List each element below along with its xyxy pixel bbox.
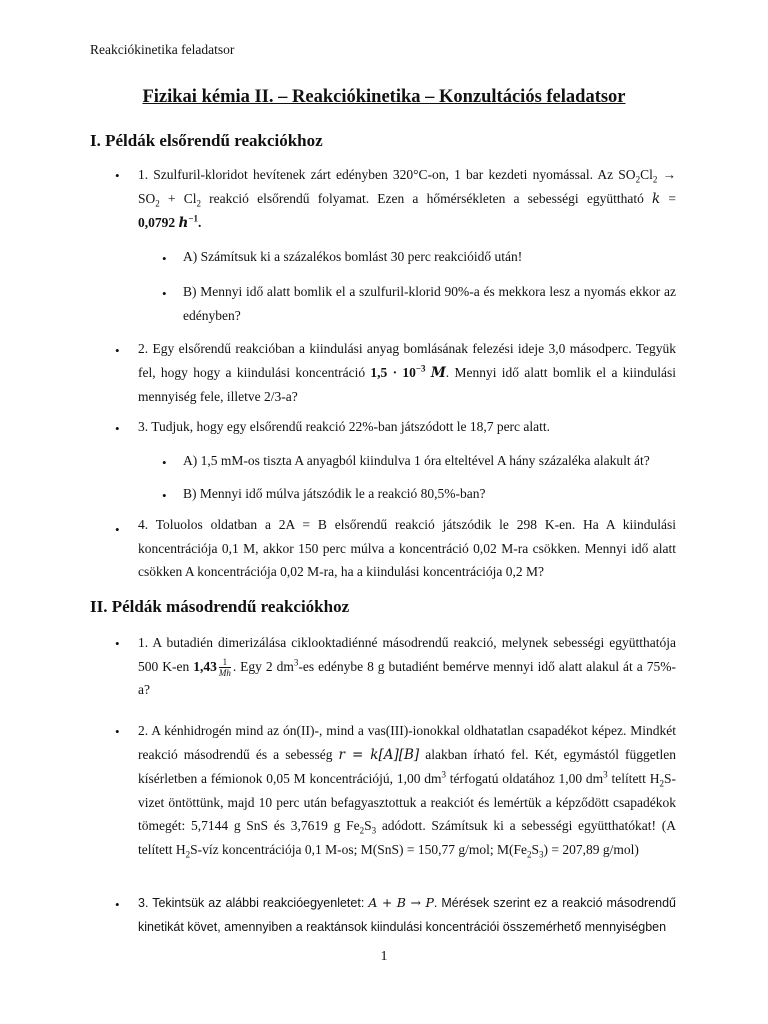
problem-2-1: 1. A butadién dimerizálása ciklooktadiénné másodrendű reakció, melynek sebességi együtthatója 500 K-en 1,43 $\frac{1}{Mh}$ . Egy 2 $dm^3-es$ edénybe 8 g butadiént bemérve mennyi idő alatt alakul át a 75%-a? [138, 635, 676, 697]
bullet: • [115, 343, 120, 358]
bullet: • [115, 724, 120, 739]
bullet: • [115, 636, 120, 651]
problem-1-1-b: B) Mennyi idő alatt bomlik el a szulfuril-klorid 90%-a és mekkora lesz a nyomás ekkor az edényben? [183, 284, 676, 323]
problem-1-3: 3. Tudjuk, hogy egy elsőrendű reakció 22%-ban játszódott le 18,7 perc alatt. [138, 419, 551, 434]
problem-1-3-b: B) Mennyi idő múlva játszódik le a reakció 80,5%-ban? [183, 486, 486, 501]
bullet: • [162, 251, 167, 266]
page-title: Fizikai kémia II. – Reakciókinetika – Konzultációs feladatsor [142, 87, 626, 107]
problem-1-1-a: A) Számítsuk ki a százalékos bomlást 30 perc reakcióidő után! [183, 249, 523, 264]
unit-fraction: $\frac{1}{Mh}$ [218, 656, 231, 678]
problem-1-4: 4. Toluolos oldatban a 2A = B elsőrendű reakció játszódik le 298 K-en. Ha A kiindulási koncentrációja 0,1 M, akkor 150 perc múlva a koncentráció 0,02 M-ra csökken. Mennyi idő alatt csökken A koncentrációja 0,02 M-ra, ha a kiindulási koncentrációja 0,2 M? [138, 517, 676, 579]
running-header: Reakciókinetika feladatsor [90, 42, 235, 57]
problem-1-1: 1. Szulfuril-kloridot hevítenek zárt edényben 320°C-on, 1 bar kezdeti nyomással. Az $SO_2Cl_2 \to SO_2 + Cl_2$ reakció elsőrendű folyamat. Ezen a hőmérsékleten a sebességi együttható k = 0,0792 $h^{-1}$. [138, 167, 677, 231]
bullet: • [162, 455, 167, 470]
problem-1-2: 2. Egy elsőrendű reakcióban a kiindulási anyag bomlásának felezési ideje 3,0 másodperc. Tegyük fel, hogy hogy a kiindulási koncentráció $1,5 \cdot 10^{-3}$ M. Mennyi idő alatt bomlik el a kiindulási mennyiség fele, illetve 2/3-a? [138, 341, 676, 404]
problem-1-3-a: A) 1,5 mM-os tiszta A anyagból kiindulva 1 óra elteltével A hány százaléka alakult át? [183, 453, 650, 468]
section-heading-second-order: II. Példák másodrendű reakciókhoz [90, 597, 350, 616]
bullet: • [115, 522, 120, 537]
bullet: • [115, 168, 120, 183]
problem-2-2: 2. A kénhidrogén mind az ón(II)-, mind a vas(III)-ionokkal oldhatatlan csapadékot képez. Mindkét reakció másodrendű és a sebesség r = k[A][B] alakban írható fel. Két, egymástól független kísérletben a fémionok 0,05 M koncentrációjú, 1,00 $dm^3$ térfogatú oldatához 1,00 $dm^3$ telített $H_2S$-vizet öntöttünk, majd 10 perc után befagyasztottuk a reakciót és lemértük a képződött csapadékok tömegét: 5,7144 g SnS és 3,7619 g $Fe_2S_3$ adódott. Számítsuk ki a sebességi együtthatókat! (A telített $H_2S$-víz koncentrációja 0,1 M-os; M(SnS) = 150,77 g/mol; $M(Fe_2S_3) = 207,89$ g/mol) [138, 723, 677, 860]
page-number: 1 [380, 949, 388, 964]
bullet: • [115, 421, 120, 436]
bullet: • [115, 897, 120, 912]
section-heading-first-order: I. Példák elsőrendű reakciókhoz [90, 131, 323, 150]
bullet: • [162, 488, 167, 503]
bullet: • [162, 286, 167, 301]
problem-2-3: 3. Tekintsük az alábbi reakcióegyenletet: A + B → P. Mérések szerint ez a reakció másodrendű kinetikát követ, amennyiben a reaktánsok kiindulási koncentrációi összemérhető mennyiségben [138, 895, 677, 934]
